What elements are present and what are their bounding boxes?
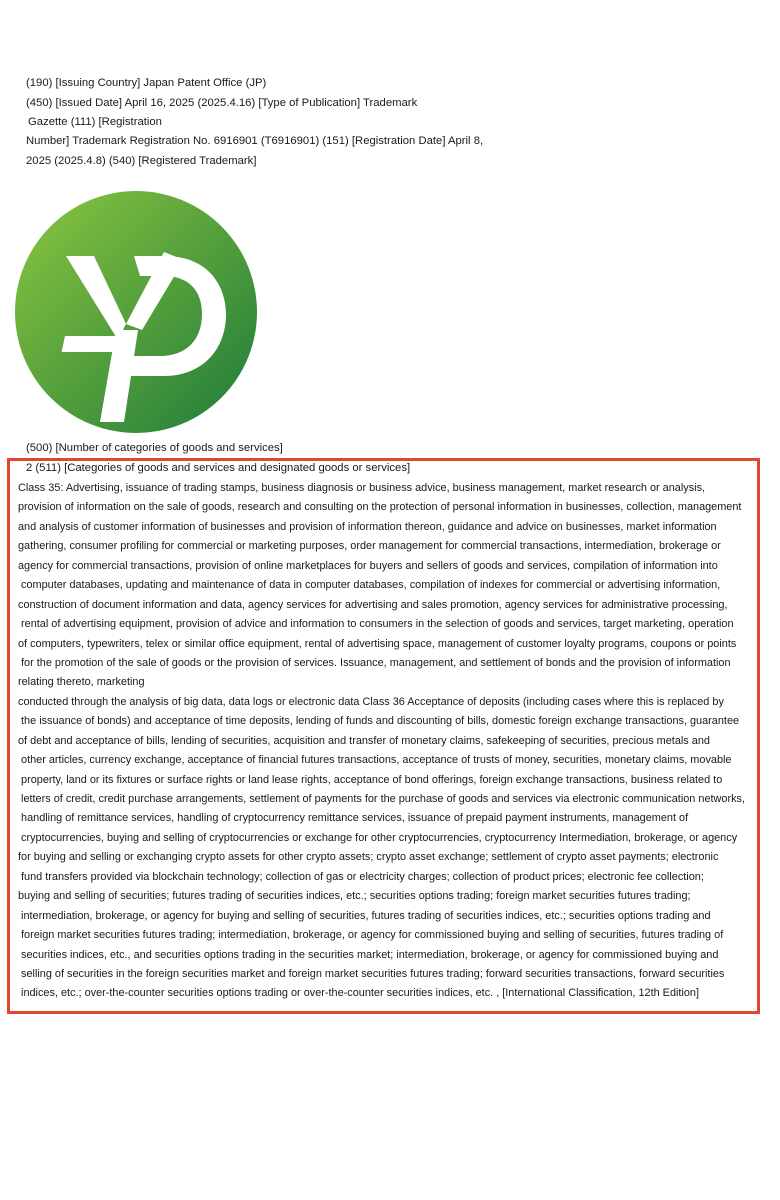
- class-text-line: of debt and acceptance of bills, lending of securities, acquisition and transfer of monetary claims, safekeeping of securities, precious metals and: [18, 734, 710, 747]
- registration-number-line: Number] Trademark Registration No. 6916901 (T6916901) (151) [Registration Date] April 8,: [26, 135, 484, 147]
- class-text-line: relating thereto, marketing: [18, 676, 145, 689]
- class-text-line: other articles, currency exchange, acceptance of financial futures transactions, acceptance of trusts of money, securities, monetary claims, movable: [18, 754, 732, 767]
- class-text-line: indices, etc.; over-the-counter securities options trading or over-the-counter securities indices, etc. , [International Classification, 12th Edition]: [18, 987, 699, 1000]
- class-text-line: rental of advertising equipment, provision of advice and information to consumers in the selection of goods and services, target marketing, operation: [18, 618, 734, 631]
- categories-label: 2 (511) [Categories of goods and services and designated goods or services]: [26, 462, 411, 474]
- green-circle-yen-d-logo-icon: [14, 190, 258, 434]
- class-text-line: cryptocurrencies, buying and selling of cryptocurrencies or exchange for other cryptocurrencies, cryptocurrency Intermediation, brokerage, or agency: [18, 831, 738, 844]
- class-text-line: selling of securities in the foreign securities market and foreign market securities futures trading; forward securities transactions, forward securities: [18, 967, 725, 980]
- class-text-line: for the promotion of the sale of goods or the provision of services. Issuance, management, and settlement of bonds and the provision of information: [18, 656, 731, 669]
- class-text-line: for buying and selling or exchanging crypto assets for other crypto assets; crypto asset exchange; settlement of crypto asset payments; electronic: [18, 851, 719, 864]
- class-text-line: buying and selling of securities; futures trading of securities indices, etc.; securities options trading; foreign market securities futures trading;: [18, 890, 691, 903]
- class-text-line: securities indices, etc., and securities options trading in the securities market; intermediation, brokerage, or agency for commissioned buying and: [18, 948, 719, 961]
- class-text-line: Class 35: Advertising, issuance of trading stamps, business diagnosis or business advice, business management, market research or analysis,: [18, 482, 706, 494]
- class-text-line: the issuance of bonds) and acceptance of time deposits, lending of funds and discounting of bills, domestic foreign exchange transactions, guarantee: [18, 715, 740, 728]
- class-text-line: and analysis of customer information of businesses and provision of information thereon, guidance and advice on businesses, market information: [18, 520, 717, 533]
- class-text-line: of computers, typewriters, telex or similar office equipment, rental of advertising space, management of customer loyalty programs, coupons or points: [18, 637, 737, 650]
- designated-goods-services-text: [18, 479, 750, 1004]
- class-text-line: intermediation, brokerage, or agency for buying and selling of securities, futures trading of securities indices, etc.; securities options trading and: [18, 909, 711, 922]
- issuing-country-line: (190) [Issuing Country] Japan Patent Office (JP): [26, 77, 267, 89]
- class-text-line: agency for commercial transactions, provision of online marketplaces for buyers and sellers of goods and services, compilation of information into: [18, 559, 718, 572]
- class-text-line: provision of information on the sale of goods, research and consulting on the protection of personal information in businesses, collection, management: [18, 501, 742, 514]
- categories-count-label: (500) [Number of categories of goods and services]: [26, 442, 283, 454]
- gazette-line: Gazette (111) [Registration: [28, 116, 162, 128]
- class-text-line: property, land or its fixtures or surface rights or land lease rights, acceptance of bond offerings, foreign exchange transactions, business related to: [18, 773, 723, 786]
- class-text-line: construction of document information and data, agency services for advertising and sales promotion, agency services for administrative processing,: [18, 598, 728, 611]
- registration-date-line: 2025 (2025.4.8) (540) [Registered Trademark]: [26, 155, 257, 167]
- class-text-line: foreign market securities futures trading; intermediation, brokerage, or agency for commissioned buying and selling of securities, futures trading of: [18, 929, 724, 942]
- class-text-line: computer databases, updating and maintenance of data in computer databases, compilation of indexes for commercial or advertising information,: [18, 579, 721, 592]
- class-text-line: letters of credit, credit purchase arrangements, settlement of payments for the purchase of goods and services via electronic communication networks,: [18, 793, 745, 805]
- class-text-line: gathering, consumer profiling for commercial or marketing purposes, order management for commercial transactions, intermediation, brokerage or: [18, 540, 721, 553]
- class-text-line: fund transfers provided via blockchain technology; collection of gas or electricity charges; collection of product prices; electronic fee collection;: [18, 870, 704, 883]
- issued-date-line: (450) [Issued Date] April 16, 2025 (2025.4.16) [Type of Publication] Trademark: [26, 97, 418, 109]
- class-text-line: handling of remittance services, handling of cryptocurrency remittance services, issuance of prepaid payment instruments, management of: [18, 812, 689, 825]
- class-text-line: conducted through the analysis of big data, data logs or electronic data Class 36 Acceptance of deposits (including cases where this is replaced by: [18, 695, 724, 708]
